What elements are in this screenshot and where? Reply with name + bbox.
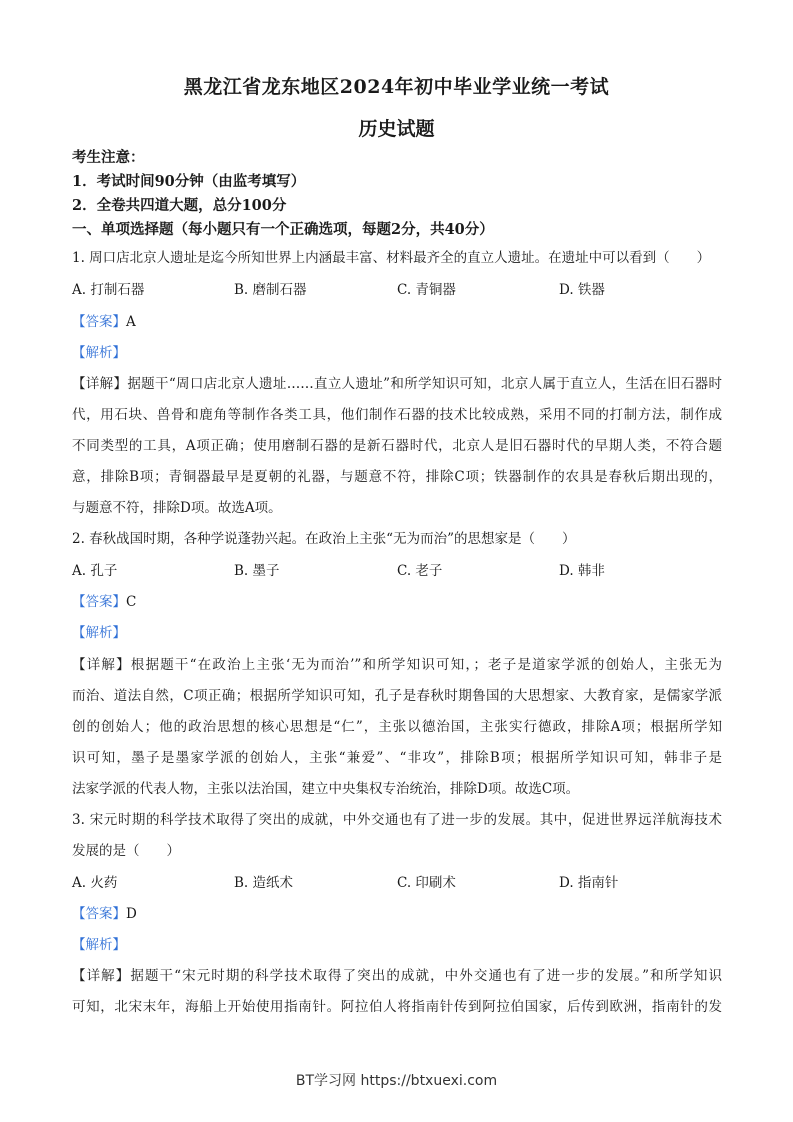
- answer-line: [72, 592, 136, 612]
- detail-line: [72, 374, 722, 394]
- exam-subtitle: 历史试题: [358, 118, 435, 140]
- option-c: C. 青铜器: [397, 282, 456, 298]
- detail-line: 不同类型的工具，A项正确；使用磨制石器的是新石器时代，北京人是旧石器时代的早期人类，不符合题: [72, 438, 722, 454]
- option-c: C. 老子: [397, 563, 443, 579]
- answer-tag: 【答案】: [72, 594, 126, 610]
- section-heading: 一、单项选择题（每小题只有一个正确选项，每题2分，共40分）: [72, 221, 494, 238]
- notice-heading: 考生注意：: [72, 149, 145, 166]
- option-a: A. 打制石器: [72, 282, 145, 298]
- detail-tag: 【详解】: [72, 376, 128, 392]
- detail-line: 识可知，墨子是墨家学派的创始人，主张“兼爱”、“非攻”，排除B项；根据所学知识可知，韩非子是: [72, 750, 722, 766]
- footer-watermark: BT学习网 https://btxuexi.com: [295, 1073, 498, 1089]
- option-b: B. 磨制石器: [234, 282, 307, 298]
- analysis-tag: 【解析】: [72, 625, 126, 641]
- notice-item: 2．全卷共四道大题，总分100分: [72, 197, 287, 214]
- detail-text: 据题干“周口店北京人遗址……直立人遗址”和所学知识可知，北京人属于直立人，生活在旧石器时: [127, 376, 722, 392]
- detail-tag: 【详解】: [72, 968, 131, 984]
- option-b: B. 墨子: [234, 563, 280, 579]
- option-a: A. 火药: [72, 875, 118, 891]
- option-d: D. 指南针: [559, 875, 619, 891]
- question-stem: 3. 宋元时期的科学技术取得了突出的成就，中外交通也有了进一步的发展。其中，促进世界远洋航海技术: [72, 812, 722, 828]
- option-a: A. 孔子: [72, 563, 118, 579]
- option-d: D. 铁器: [559, 282, 605, 298]
- question-stem: 发展的是（ ）: [72, 843, 180, 859]
- detail-line: 代，用石块、兽骨和鹿角等制作各类工具，他们制作石器的技术比较成熟，采用不同的打制方法，制作成: [72, 407, 722, 423]
- analysis-tag: 【解析】: [72, 937, 126, 953]
- detail-line: 可知，北宋末年，海船上开始使用指南针。阿拉伯人将指南针传到阿拉伯国家，后传到欧洲，指南针的发: [72, 999, 722, 1015]
- option-c: C. 印刷术: [397, 875, 456, 891]
- exam-title: 黑龙江省龙东地区2024年初中毕业学业统一考试: [183, 76, 610, 98]
- option-d: D. 韩非: [559, 563, 605, 579]
- answer-value: A: [126, 314, 136, 330]
- detail-line: 而治、道法自然，C项正确；根据所学知识可知，孔子是春秋时期鲁国的大思想家、大教育家，是儒家学派: [72, 688, 722, 704]
- question-stem: 1. 周口店北京人遗址是迄今所知世界上内涵最丰富、材料最齐全的直立人遗址。在遗址中可以看到（ ）: [72, 250, 711, 266]
- answer-line: [72, 312, 136, 332]
- analysis-tag: 【解析】: [72, 345, 126, 361]
- detail-tag: 【详解】: [72, 657, 131, 673]
- notice-item: 1．考试时间90分钟（由监考填写）: [72, 173, 306, 190]
- answer-value: C: [126, 594, 137, 610]
- answer-value: D: [126, 906, 137, 922]
- answer-tag: 【答案】: [72, 906, 126, 922]
- detail-line: 创的创始人；他的政治思想的核心思想是“仁”，主张以德治国，主张实行德政，排除A项；根据所学知: [72, 719, 722, 735]
- detail-line: [72, 966, 722, 986]
- detail-line: 法家学派的代表人物，主张以法治国，建立中央集权专治统治，排除D项。故选C项。: [72, 781, 580, 797]
- detail-text: 据题干“宋元时期的科学技术取得了突出的成就，中外交通也有了进一步的发展。”和所学知识: [130, 968, 722, 984]
- detail-line: 与题意不符，排除D项。故选A项。: [72, 500, 282, 516]
- detail-line: [72, 655, 722, 675]
- detail-line: 意，排除B项；青铜器最早是夏朝的礼器，与题意不符，排除C项；铁器制作的农具是春秋后期出现的，: [72, 469, 722, 485]
- answer-tag: 【答案】: [72, 314, 126, 330]
- answer-line: [72, 904, 137, 924]
- detail-text: 根据题干“在政治上主张‘无为而治’”和所学知识可知，；老子是道家学派的创始人，主张无为: [130, 657, 723, 673]
- option-b: B. 造纸术: [234, 875, 294, 891]
- question-stem: 2. 春秋战国时期，各种学说蓬勃兴起。在政治上主张“无为而治”的思想家是（ ）: [72, 531, 576, 547]
